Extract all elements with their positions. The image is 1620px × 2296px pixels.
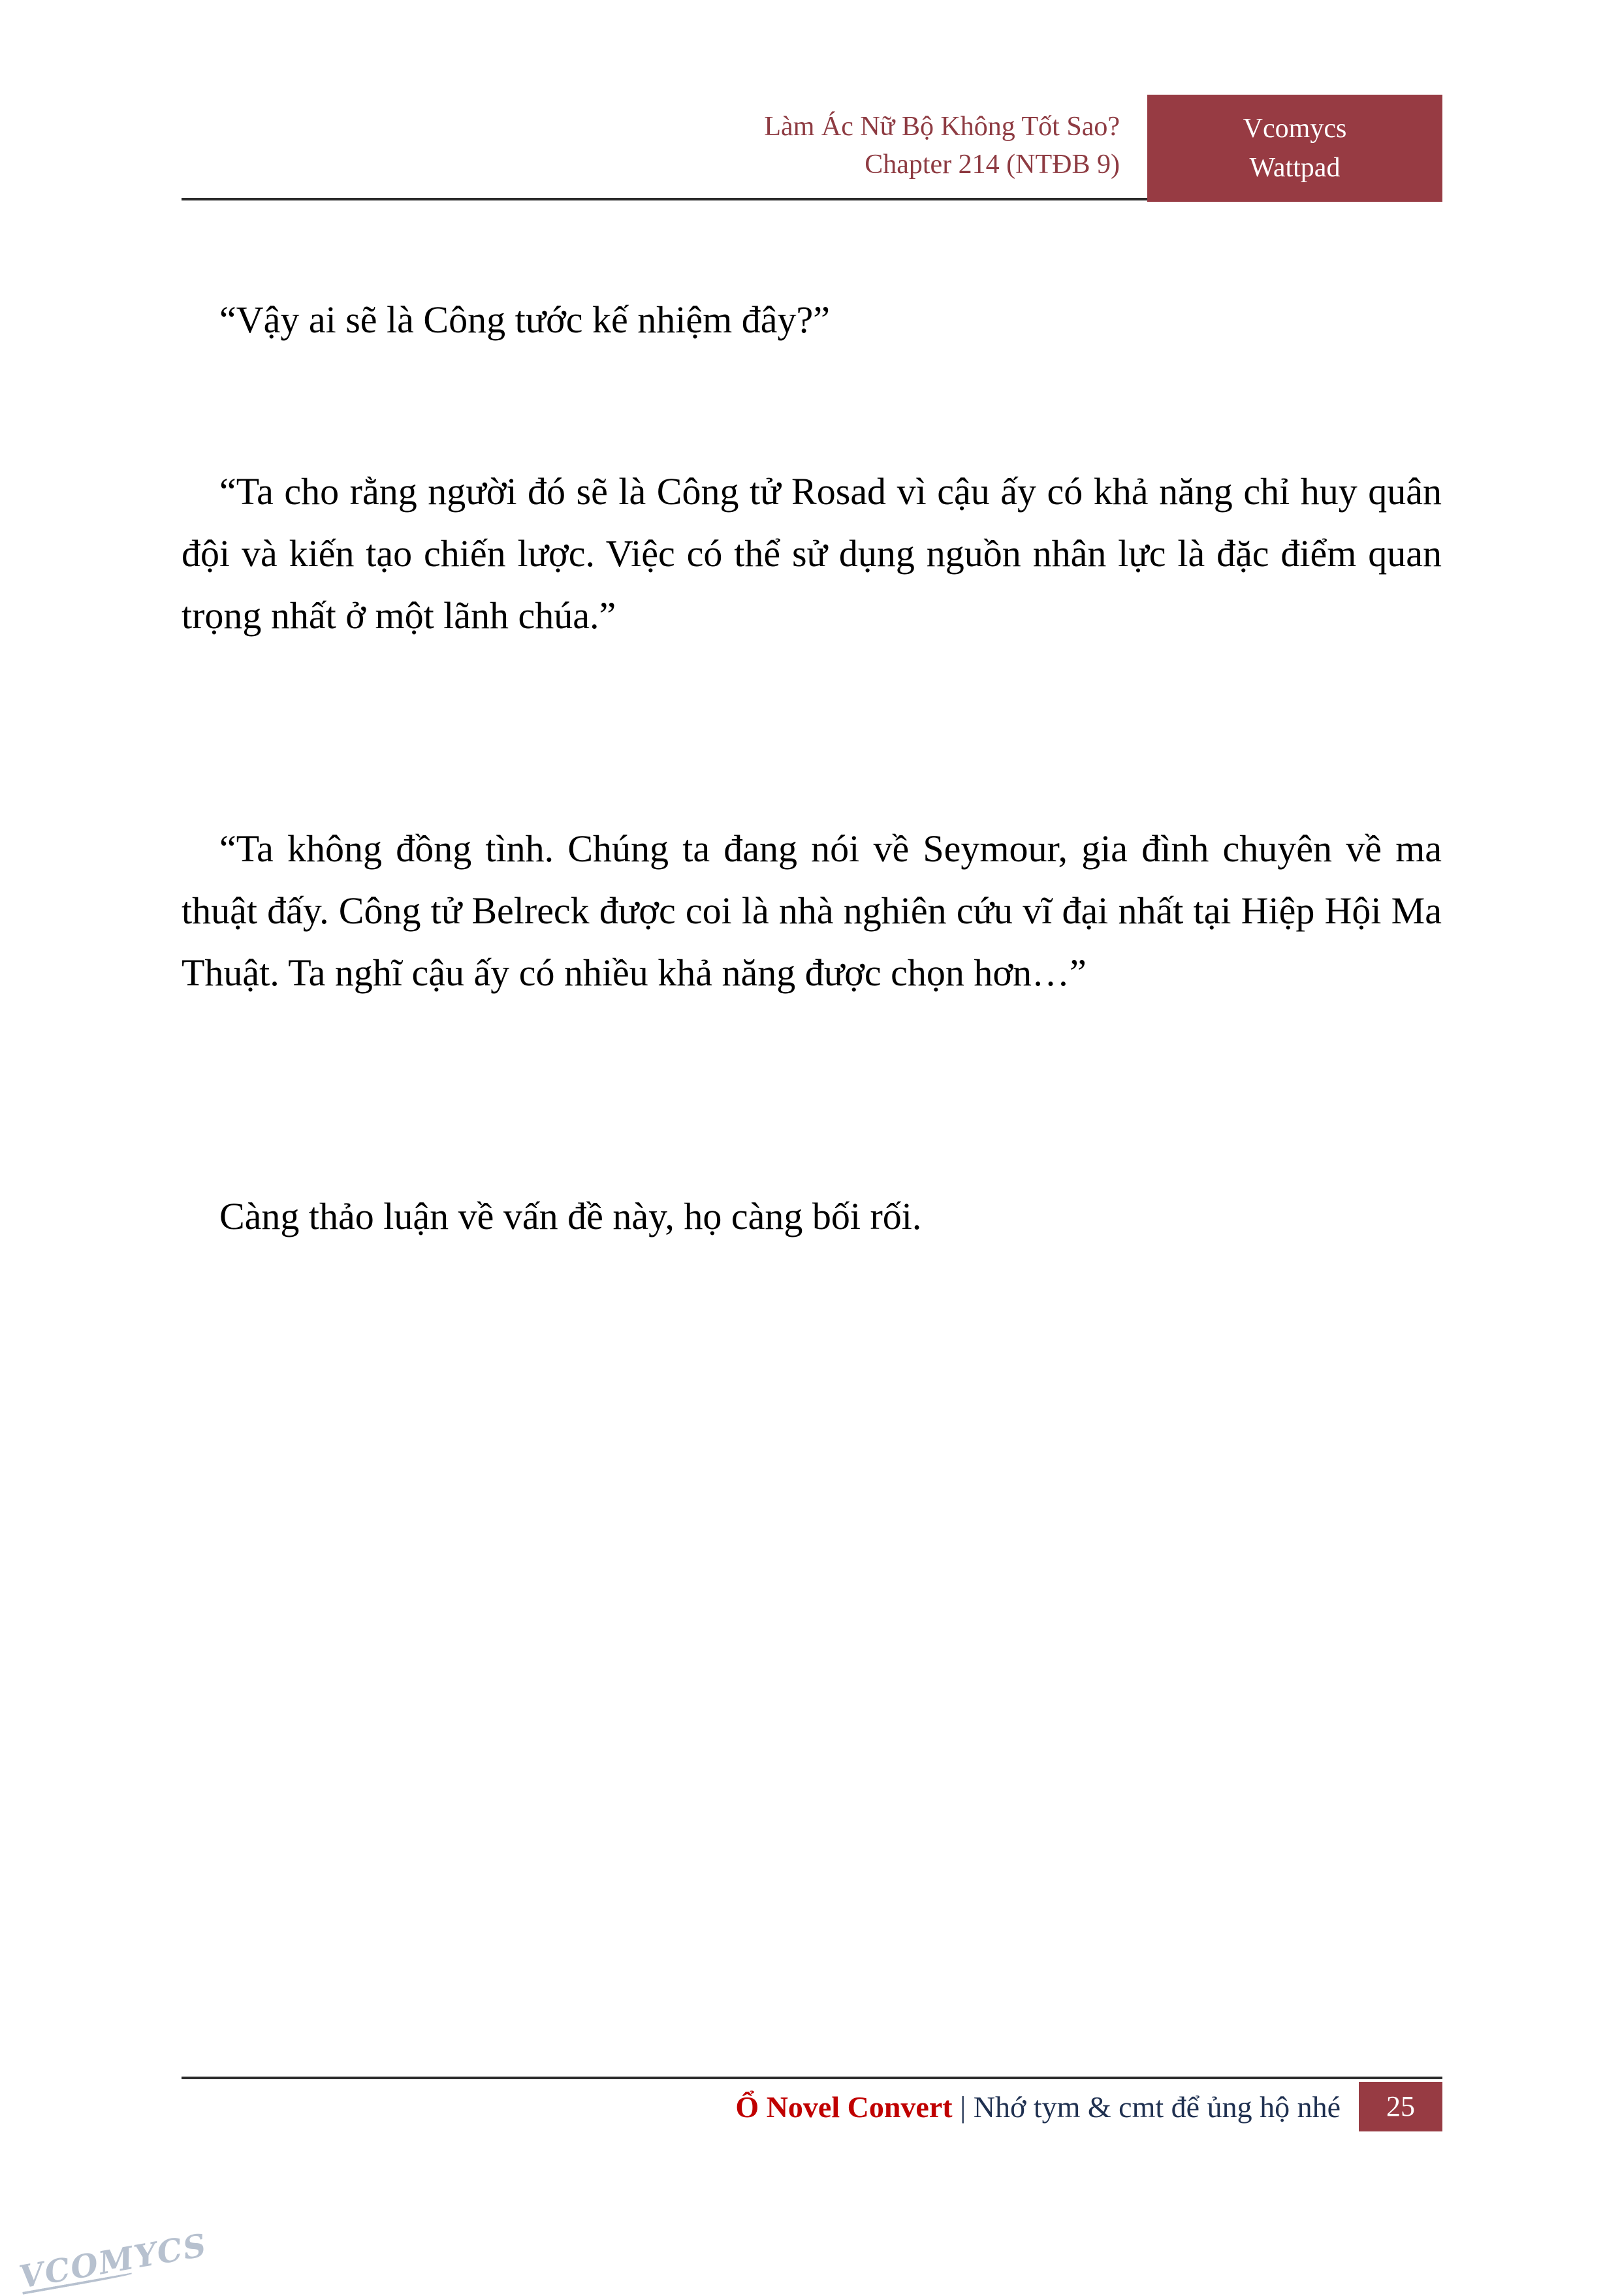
watermark-logo [17, 2227, 210, 2295]
publisher-badge [1147, 95, 1442, 202]
paragraph: “Vậy ai sẽ là Công tước kế nhiệm đây?” [219, 298, 830, 341]
chapter-title [764, 108, 1120, 198]
footer-note: Nhớ tym & cmt để ủng hộ nhé [973, 2090, 1341, 2124]
footer-credit [735, 2079, 1341, 2131]
paragraph: “Ta cho rằng người đó sẽ là Công tử Rosad vì cậu ấy có khả năng chỉ huy quân đội và kiến tạo chiến lược. Việc có thể sử dụng nguồn nhân lực là đặc điểm quan trọng nhất ở một lãnh chúa.” [182, 470, 1442, 637]
publisher-name: Vcomycs [1243, 114, 1347, 144]
watermark-text: VCOMYCS [16, 2227, 210, 2296]
publisher-platform: Wattpad [1249, 153, 1341, 183]
page-header [182, 0, 1442, 200]
page-number-badge: 25 [1359, 2082, 1442, 2131]
chapter-number: Chapter 214 (NTĐB 9) [865, 150, 1120, 180]
footer-brand: Ổ Novel Convert [735, 2090, 953, 2124]
paragraph: Càng thảo luận về vấn đề này, họ càng bối rối. [219, 1195, 922, 1237]
series-title: Làm Ác Nữ Bộ Không Tốt Sao? [764, 112, 1120, 142]
chapter-content [182, 204, 1442, 1358]
page-footer [182, 2077, 1442, 2131]
paragraph: “Ta không đồng tình. Chúng ta đang nói về Seymour, gia đình chuyên về ma thuật đấy. Công tử Belreck được coi là nhà nghiên cứu vĩ đại nhất tại Hiệp Hội Ma Thuật. Ta nghĩ cậu ấy có nhiều khả năng được chọn hơn…” [182, 827, 1442, 994]
footer-separator: | [952, 2090, 974, 2124]
